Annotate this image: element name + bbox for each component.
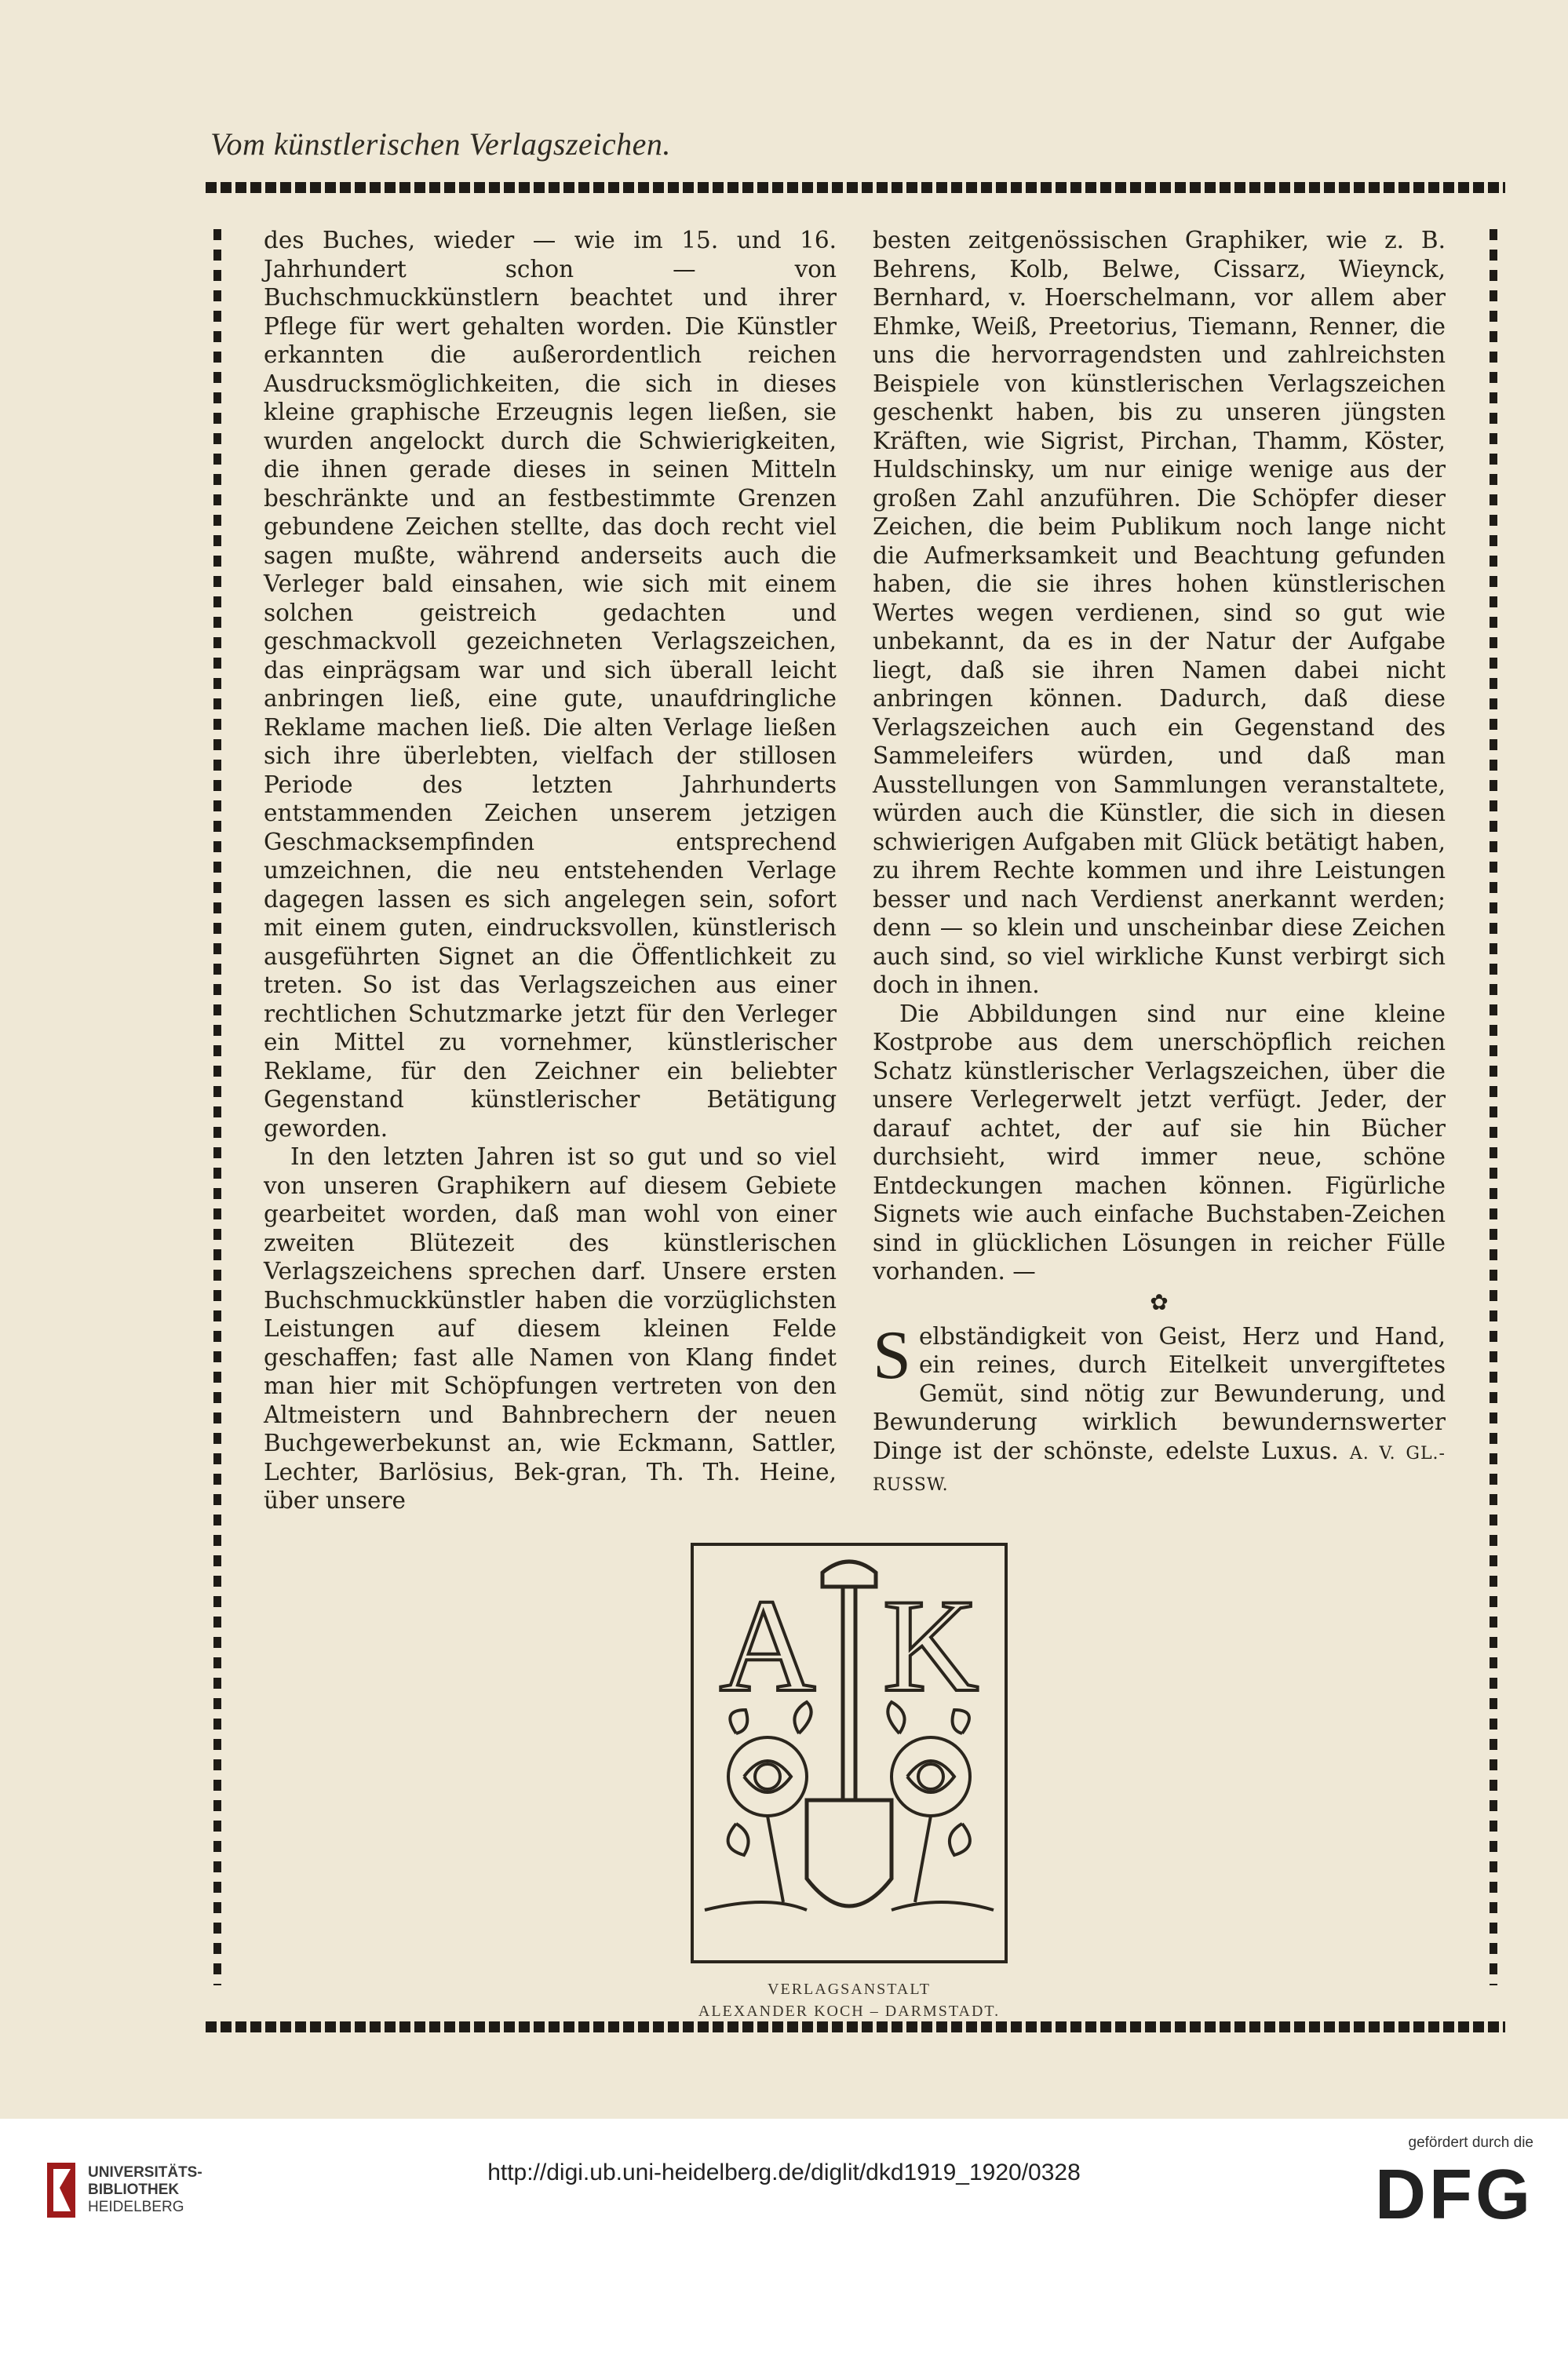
frame-left-border	[213, 229, 221, 1985]
frame-bottom-border	[206, 2021, 1505, 2032]
library-name-line-1: UNIVERSITÄTS-	[88, 2164, 202, 2181]
left-paragraph-2: In den letzten Jahren ist so gut und so viel von unseren Graphikern auf diesem Gebiete gearbeitet worden, daß man wohl von einer zweiten Blütezeit des künstlerischen Verlagszeichens sprechen darf. Unsere ersten Buchschmuckkünstler haben die vorzüglichsten Leistungen auf diesem kleinen Felde geschaffen; fast alle Namen von Klang findet man hier mit Schöpfungen vertreten von den Altmeistern und Bahnbrechern der neuen Buchgewerbekunst an, wie Eckmann, Sattler, Lechter, Barlösius, Bek-gran, Th. Th. Heine, über unsere	[264, 1143, 837, 1514]
dropcap-letter: S	[873, 1317, 911, 1394]
digitization-footer	[0, 2119, 1568, 2362]
publisher-mark-illustration	[689, 1541, 1009, 1965]
caption-line-2: ALEXANDER KOCH – DARMSTADT.	[698, 2003, 1001, 2020]
quote-text: elbständigkeit von Geist, Herz und Hand, ein reines, durch Eitelkeit unvergiftetes Gemüt, sind nötig zur Bewunderung, und Bewunderung wirklich bewundernswerter Dinge ist der schönste, edelste Luxus.	[873, 1322, 1446, 1464]
library-name-line-3: HEIDELBERG	[88, 2199, 184, 2215]
spade-icon	[807, 1562, 892, 1906]
running-head: Vom künstlerischen Verlagszeichen.	[210, 126, 671, 162]
right-paragraph-2: Die Abbildungen sind nur eine kleine Kostprobe aus dem unerschöpflich reichen Schatz künstlerischer Verlagszeichen, über die unsere Verlegerwelt jetzt verfügt. Jeder, der darauf achtet, der auf sie hin Bücher durchsieht, wird immer neue, schöne Entdeckungen machen können. Figürliche Signets wie auch einfache Buchstaben-Zeichen sind in glücklichen Lösungen in reicher Fülle vorhanden. —	[873, 1000, 1446, 1285]
right-rose-icon	[888, 1702, 970, 1902]
sponsor-lead-text: gefördert durch die	[1408, 2134, 1533, 2151]
left-paragraph-1: des Buches, wieder — wie im 15. und 16. Jahrhundert schon — von Buchschmuckkünstlern beachtet und ihrer Pflege für wert gehalten worden. Die Künstler erkannten die außerordentlich reichen Ausdrucksmöglichkeiten, die sich in dieses kleine graphische Erzeugnis legen ließen, sie wurden angelockt durch die Schwierigkeiten, die ihnen gerade dieses in seinen Mitteln beschränkte und an festbestimmte Grenzen gebundene Zeichen stellte, das doch recht viel sagen mußte, während anderseits auch die Verleger bald einsahen, wie sich mit einem solchen geistreich gedachten und geschmackvoll gezeichneten Verlagszeichen, das einprägsam war und sich überall leicht anbringen ließ, eine gute, unaufdringliche Reklame machen ließ. Die alten Verlage ließen sich ihre überlebten, vielfach der stillosen Periode des letzten Jahrhunderts entstammenden Zeichen unserem jetzigen Geschmacksempfinden entsprechend umzeichnen, die neu entstehenden Verlage dagegen lassen es sich angelegen sein, sofort mit einem guten, eindrucksvollen, künstlerisch ausgeführten Signet an die Öffentlichkeit zu treten. So ist das Verlagszeichen aus einer rechtlichen Schutzmarke jetzt für den Verleger ein Mittel zu vornehmer, künstlerischer Reklame, für den Zeichner ein beliebter Gegenstand künstlerischer Betätigung geworden.	[264, 227, 837, 1142]
quote-paragraph	[873, 1317, 1446, 1500]
frame-right-border	[1490, 229, 1497, 1985]
permalink-url[interactable]: http://digi.ub.uni-heidelberg.de/diglit/dkd1919_1920/0328	[487, 2160, 1081, 2185]
caption-line-1: VERLAGSANSTALT	[768, 1981, 931, 1998]
right-paragraph-1: besten zeitgenössischen Graphiker, wie z. B. Behrens, Kolb, Belwe, Cissarz, Wieynck, Bernhard, v. Hoerschelmann, vor allem aber Ehmke, Weiß, Preetorius, Tiemann, Renner, die uns die hervorragendsten und zahlreichsten Beispiele von künstlerischen Verlagszeichen geschenkt haben, bis zu unseren jüngsten Kräften, wie Sigrist, Pirchan, Thamm, Köster, Huldschinsky, um nur einige wenige aus der großen Zahl anzuführen. Die Schöpfer dieser Zeichen, die beim Publikum noch lange nicht die Aufmerksamkeit und Beachtung gefunden haben, die sie ihres hohen künstlerischen Wertes wegen verdienen, sind so gut wie unbekannt, da es in der Natur der Aufgabe liegt, daß sie ihren Namen dabei nicht anbringen können. Dadurch, daß diese Verlagszeichen auch ein Gegenstand des Sammeleifers würden, und daß man Ausstellungen von Sammlungen veranstaltete, würden auch die Künstler, die sich in diesen schwierigen Aufgaben mit Glück betätigt haben, zu ihrem Rechte kommen und ihre Leistungen besser und nach Verdienst anerkannt werden; denn — so klein und unscheinbar diese Zeichen auch sind, so viel wirkliche Kunst verbirgt sich doch in ihnen.	[873, 227, 1446, 998]
left-text-column	[264, 226, 837, 1515]
left-rose-icon	[728, 1702, 811, 1902]
frame-top-border	[206, 182, 1505, 193]
monogram-letter-a: A	[719, 1572, 816, 1719]
quote-signature: A. V. GL.-RUSSW.	[873, 1443, 1446, 1495]
library-name-line-2: BIBLIOTHEK	[88, 2182, 180, 2198]
right-text-column	[873, 226, 1446, 1500]
flower-ornament-icon: ✿	[1150, 1289, 1169, 1315]
dfg-logo: DFG	[1375, 2156, 1533, 2234]
monogram-letter-k: K	[882, 1572, 979, 1719]
